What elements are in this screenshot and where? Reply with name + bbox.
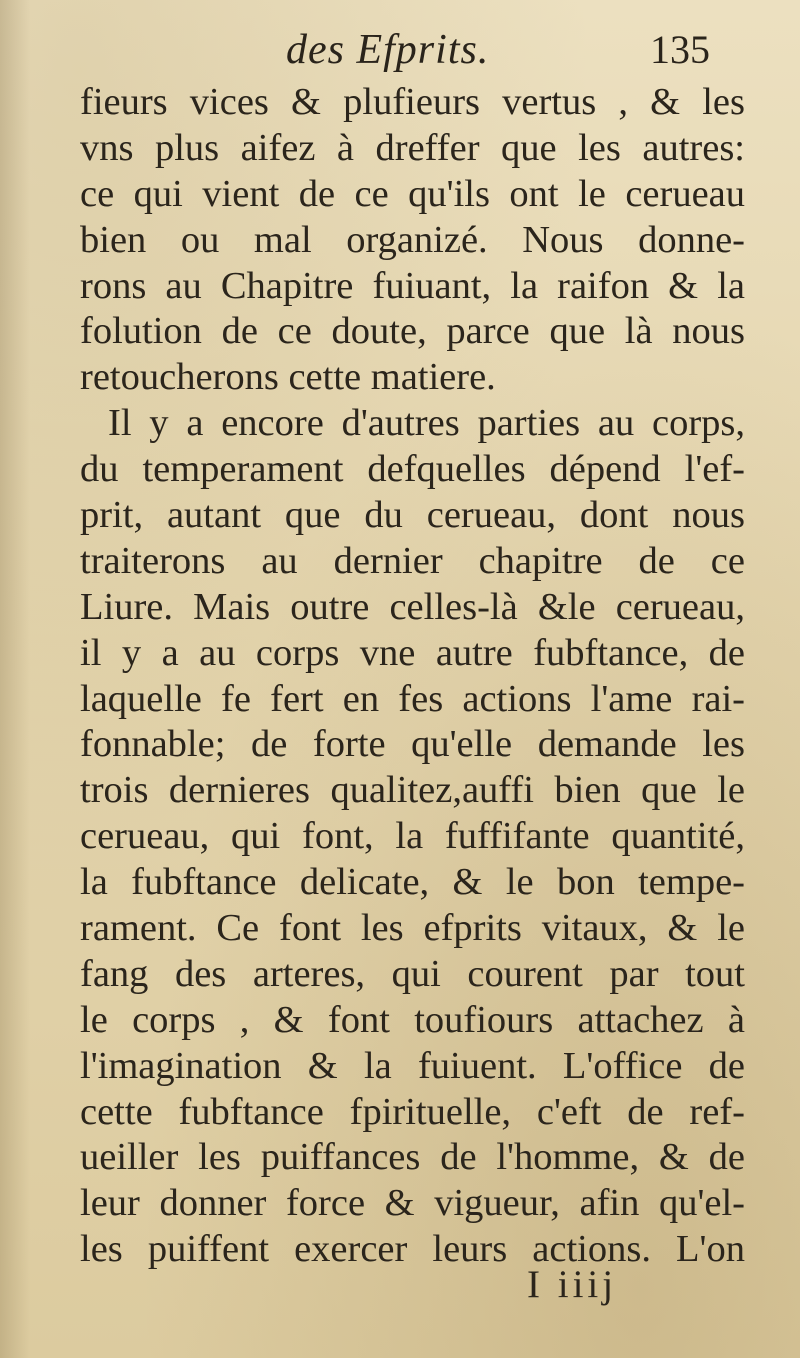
text-line: du temperament defquelles dépend l'ef- — [80, 448, 745, 491]
running-title: des Efprits. — [286, 27, 490, 73]
text-line: il y a au corps vne autre fubftance, de — [80, 631, 745, 674]
page-header — [0, 22, 800, 82]
text-line: retoucherons cette matiere. — [80, 356, 496, 399]
text-line: l'imagination & la fuiuent. L'office de — [80, 1044, 745, 1087]
text-line: laquelle fe fert en fes actions l'ame rai- — [80, 677, 745, 720]
text-line: fonnable; de forte qu'elle demande les — [80, 723, 745, 766]
body-text — [80, 80, 745, 1273]
text-line: la fubftance delicate, & le bon tempe- — [80, 861, 745, 904]
text-line: vns plus aifez à dreffer que les autres: — [80, 126, 745, 169]
text-line: rons au Chapitre fuiuant, la raifon & la — [80, 264, 745, 307]
text-line: fieurs vices & plufieurs vertus , & les — [80, 81, 745, 123]
text-line: les puiffent exercer leurs actions. L'on — [80, 1228, 745, 1271]
text-line: rament. Ce font les efprits vitaux, & le — [80, 907, 745, 950]
text-line: bien ou mal organizé. Nous donne- — [80, 218, 745, 261]
text-line: trois dernieres qualitez,auffi bien que le — [80, 769, 745, 812]
text-line: cette fubftance fpirituelle, c'eft de ref- — [80, 1090, 745, 1133]
text-line: ueiller les puiffances de l'homme, & de — [80, 1136, 745, 1179]
text-line: ce qui vient de ce qu'ils ont le cerueau — [80, 172, 745, 215]
text-line: le corps , & font toufiours attachez à — [80, 998, 745, 1041]
page-edge-shadow — [0, 0, 30, 1358]
page-number: 135 — [650, 27, 710, 72]
text-line: Liure. Mais outre celles-là &le cerueau, — [80, 585, 745, 628]
text-line: cerueau, qui font, la fuffifante quantité, — [80, 815, 745, 858]
text-line: traiterons au dernier chapitre de ce — [80, 539, 745, 582]
text-line: folution de ce doute, parce que là nous — [80, 310, 745, 353]
text-line: Il y a encore d'autres parties au corps, — [108, 402, 745, 445]
text-line: leur donner force & vigueur, afin qu'el- — [80, 1182, 745, 1225]
text-line: prit, autant que du cerueau, dont nous — [80, 494, 745, 537]
text-line: fang des arteres, qui courent par tout — [80, 952, 745, 995]
signature-mark: I iiij — [527, 1263, 618, 1306]
